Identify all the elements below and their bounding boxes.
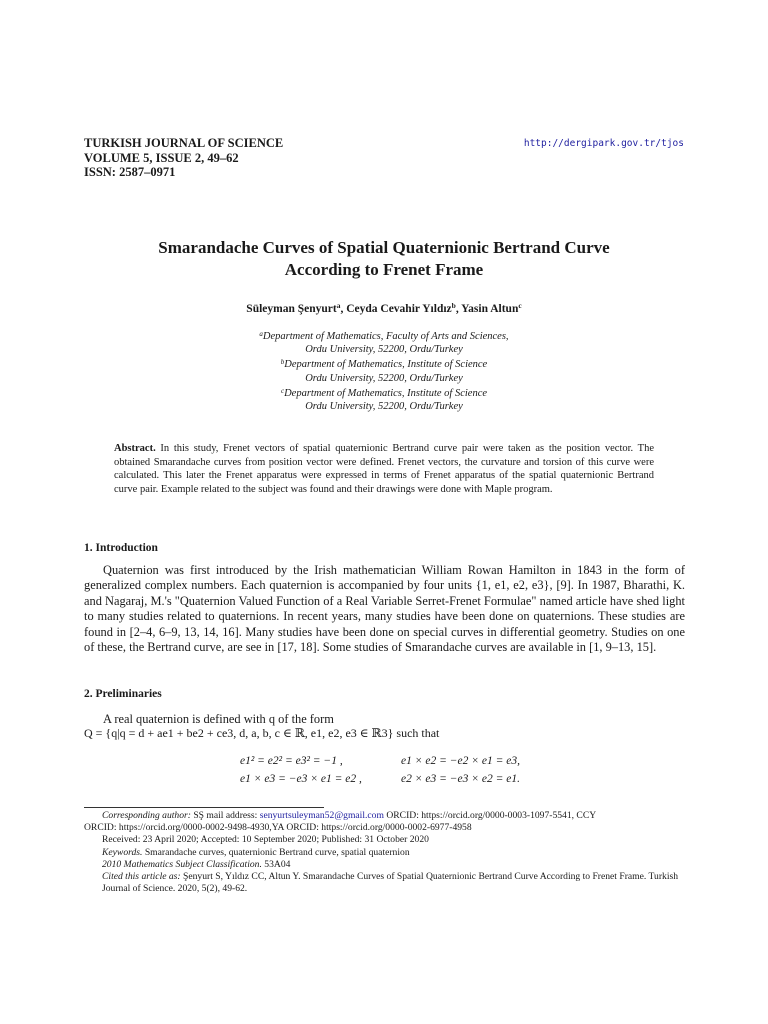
affiliation-place: Ordu University, 52200, Ordu/Turkey <box>305 372 463 384</box>
abstract-text: In this study, Frenet vectors of spatial quaternionic Bertrand curve pair were taken as the position vector. The obtained Smarandache curves from position vector were defined. Frenet vectors, the curvature and torsion of this curve were calculated. This later the Frenet apparatus were expressed in terms of Frenet apparatus of the spatial quaternionic Bertrand curve pair. Example related to the subject was found and their drawings were done with Maple program. <box>114 443 654 495</box>
introduction-text: Quaternion was first introduced by the Irish mathematician William Rowan Hamilton in 1843 in the form of generalized complex numbers. Each quaternion is accompanied by four units {1, e1, e2, e3}, [9]. In 1987, Bharathi, K. and Nagaraj, M.'s "Quaternion Valued Function of a Real Variable Serret-Frenet Formulae" named article have shed light to many studies related to quaternions. In recent years, many studies have been done on quaternions. These studies are found in [2–4, 6–9, 13, 14, 16]. Many studies have been done on special curves in differential geometry. Studies on one of these, the Bertrand curve, are see in [17, 18]. Some studies of Smarandache curves are available in [1, 9–13, 15]. <box>84 563 685 655</box>
footnote-rule <box>84 807 324 808</box>
journal-issn: ISSN: 2587–0971 <box>84 165 176 179</box>
quaternion-definition: Q = {q|q = d + ae1 + be2 + ce3, d, a, b, c ∈ ℝ, e1, e2, e3 ∈ ℝ3} such that <box>84 726 440 740</box>
footnote-keywords <box>84 847 685 859</box>
footnote-dates: Received: 23 April 2020; Accepted: 10 September 2020; Published: 31 October 2020 <box>102 834 429 846</box>
cite-text: Şenyurt S, Yıldız CC, Altun Y. Smarandache Curves of Spatial Quaternionic Bertrand Curve According to Frenet Frame. Turkish Journal of Science. 2020, 5(2), 49-62. <box>102 871 679 895</box>
affiliation-dept <box>84 385 684 400</box>
affiliation-dept-text: Department of Mathematics, Institute of Science <box>284 387 488 399</box>
preliminaries-text: A real quaternion is defined with q of the form <box>103 712 334 726</box>
corresponding-text: SŞ mail address: <box>193 810 258 821</box>
keywords-text: Smarandache curves, quaternionic Bertrand curve, spatial quaternion <box>144 846 410 858</box>
abstract-label: Abstract. <box>114 443 156 454</box>
paper-title <box>84 237 684 281</box>
cite-label: Cited this article as: <box>102 871 181 883</box>
affiliation-place: Ordu University, 52200, Ordu/Turkey <box>305 401 463 413</box>
author-name: Yasin Altun <box>461 303 519 315</box>
author-mark: b <box>451 301 456 310</box>
author-mark: a <box>336 301 341 310</box>
footnote-citation <box>84 871 685 895</box>
journal-header <box>84 136 283 180</box>
introduction-paragraph <box>84 563 685 655</box>
affiliation-mark: a <box>259 330 263 338</box>
footnote-corresponding <box>84 810 685 822</box>
equation-row2-left: e1 × e3 = −e3 × e1 = e2 , <box>240 773 362 785</box>
affiliation-place: Ordu University, 52200, Ordu/Turkey <box>305 344 463 356</box>
msc-label: 2010 Mathematics Subject Classification. <box>102 858 262 870</box>
journal-name: TURKISH JOURNAL OF SCIENCE <box>84 136 284 150</box>
section-heading-introduction: 1. Introduction <box>84 542 158 554</box>
affiliation-mark: b <box>280 358 285 367</box>
corresponding-label: Corresponding author: <box>102 810 191 821</box>
keywords-label: Keywords. <box>102 846 143 858</box>
affiliation-dept-text: Department of Mathematics, Institute of Science <box>284 359 488 371</box>
affiliations <box>84 328 684 413</box>
title-line-2: According to Frenet Frame <box>284 260 484 279</box>
footnotes <box>84 810 685 895</box>
orcid-line-1: ORCID: https://orcid.org/0000-0003-1097-5541, CCY <box>386 810 597 821</box>
author-name: Ceyda Cevahir Yıldız <box>346 303 452 315</box>
equation-row1-right: e1 × e2 = −e2 × e1 = e3, <box>401 755 520 767</box>
orcid-line-2: ORCID: https://orcid.org/0000-0002-9498-4930,YA ORCID: https://orcid.org/0000-0002-6977-4958 <box>84 822 472 834</box>
title-line-1: Smarandache Curves of Spatial Quaternionic Bertrand Curve <box>158 238 610 257</box>
affiliation-dept <box>84 356 684 371</box>
msc-code: 53A04 <box>264 858 291 870</box>
affiliation-dept <box>84 328 684 343</box>
equation-row2-right: e2 × e3 = −e3 × e2 = e1. <box>401 773 520 785</box>
abstract <box>114 442 654 496</box>
footnote-msc <box>84 859 685 871</box>
journal-volume: VOLUME 5, ISSUE 2, 49–62 <box>84 150 239 165</box>
section-heading-preliminaries: 2. Preliminaries <box>84 688 162 700</box>
author-mark: c <box>518 301 522 310</box>
affiliation-mark: c <box>280 386 285 395</box>
corresponding-email[interactable]: senyurtsuleyman52@gmail.com <box>259 810 384 821</box>
affiliation-dept-text: Department of Mathematics, Faculty of Arts and Sciences, <box>262 331 509 342</box>
journal-url[interactable]: http://dergipark.gov.tr/tjos <box>523 138 684 149</box>
author-name: Süleyman Şenyurt <box>246 303 337 315</box>
equation-row1-left: e1² = e2² = e3² = −1 , <box>240 755 343 767</box>
author-list: Süleyman Şenyurt$^a$, Ceyda Cevahir Yıldız$^b$, Yasin Altun$^c$ <box>246 301 522 315</box>
